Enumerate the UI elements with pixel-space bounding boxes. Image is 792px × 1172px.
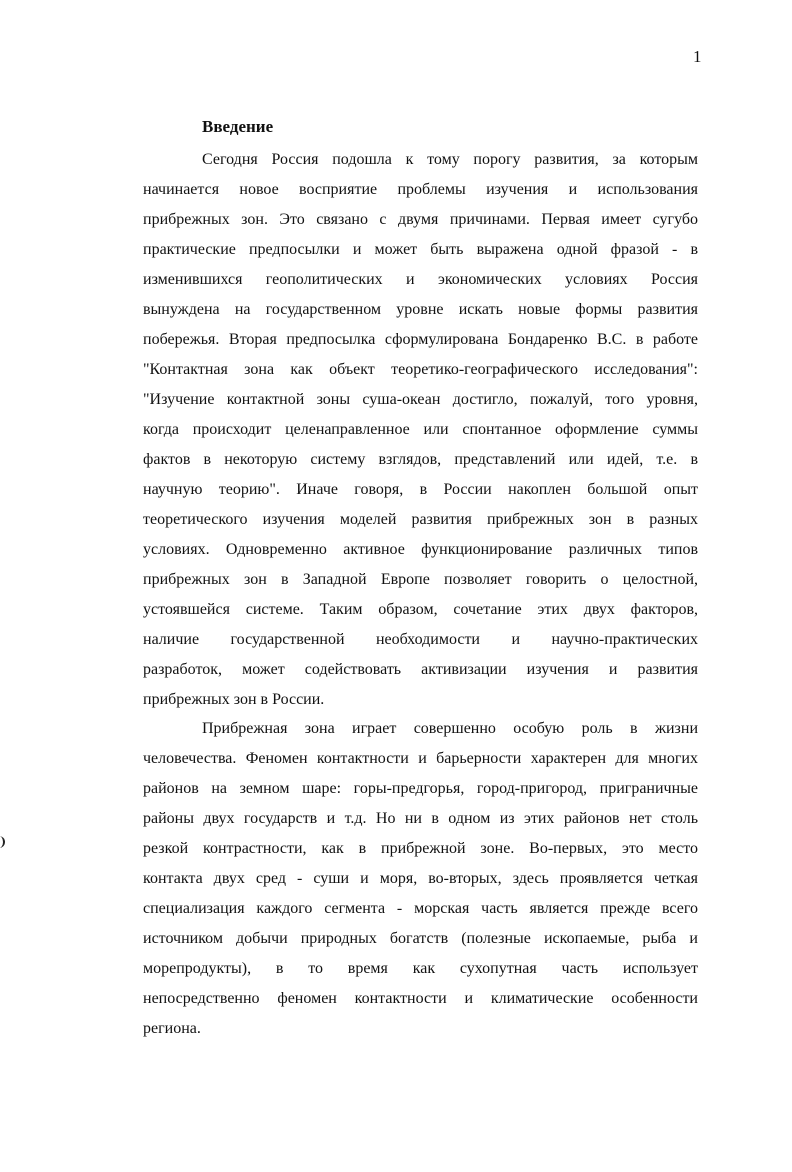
text-line: региона. <box>143 1020 201 1037</box>
text-line: практические предпосылки и может быть выражена одной фразой - в <box>143 241 698 258</box>
text-line: источником добычи природных богатств (полезные ископаемые, рыба и <box>143 930 698 947</box>
text-line: прибрежных зон в России. <box>143 691 325 708</box>
text-line: когда происходит целенаправленное или спонтанное оформление суммы <box>143 421 698 438</box>
text-line: наличие государственной необходимости и научно-практических <box>143 631 698 648</box>
text-line: начинается новое восприятие проблемы изучения и использования <box>143 181 698 198</box>
text-line: устоявшейся системе. Таким образом, сочетание этих двух факторов, <box>143 601 698 618</box>
text-line: условиях. Одновременно активное функционирование различных типов <box>143 541 698 558</box>
text-line: прибрежных зон в Западной Европе позволяет говорить о целостной, <box>143 571 698 588</box>
scan-artifact <box>0 836 5 848</box>
text-line: Сегодня Россия подошла к тому порогу развития, за которым <box>202 151 698 168</box>
text-line: "Изучение контактной зоны суша-океан достигло, пожалуй, того уровня, <box>143 391 698 408</box>
text-line: резкой контрастности, как в прибрежной зоне. Во-первых, это место <box>143 840 698 857</box>
text-line: фактов в некоторую систему взглядов, представлений или идей, т.е. в <box>143 451 698 468</box>
text-line: непосредственно феномен контактности и климатические особенности <box>143 990 698 1007</box>
text-line: изменившихся геополитических и экономических условиях Россия <box>143 271 698 288</box>
text-line: Прибрежная зона играет совершенно особую роль в жизни <box>202 720 698 737</box>
text-line: районов на земном шаре: горы-предгорья, город-пригород, приграничные <box>143 780 698 797</box>
text-line: районы двух государств и т.д. Но ни в одном из этих районов нет столь <box>143 810 698 827</box>
text-line: морепродукты), в то время как сухопутная часть использует <box>143 960 698 977</box>
text-line: вынуждена на государственном уровне искать новые формы развития <box>143 301 698 318</box>
text-line: прибрежных зон. Это связано с двумя причинами. Первая имеет сугубо <box>143 211 698 228</box>
text-line: человечества. Феномен контактности и барьерности характерен для многих <box>143 750 698 767</box>
text-line: побережья. Вторая предпосылка сформулирована Бондаренко В.С. в работе <box>143 331 698 348</box>
text-line: разработок, может содействовать активизации изучения и развития <box>143 661 698 678</box>
text-line: специализация каждого сегмента - морская часть является прежде всего <box>143 900 698 917</box>
text-line: "Контактная зона как объект теоретико-географического исследования": <box>143 361 698 378</box>
text-line: теоретического изучения моделей развития прибрежных зон в разных <box>143 511 698 528</box>
page-number: 1 <box>693 47 702 66</box>
section-heading: Введение <box>202 117 274 136</box>
text-line: контакта двух сред - суши и моря, во-вторых, здесь проявляется четкая <box>143 870 698 887</box>
text-line: научную теорию". Иначе говоря, в России накоплен большой опыт <box>143 481 698 498</box>
